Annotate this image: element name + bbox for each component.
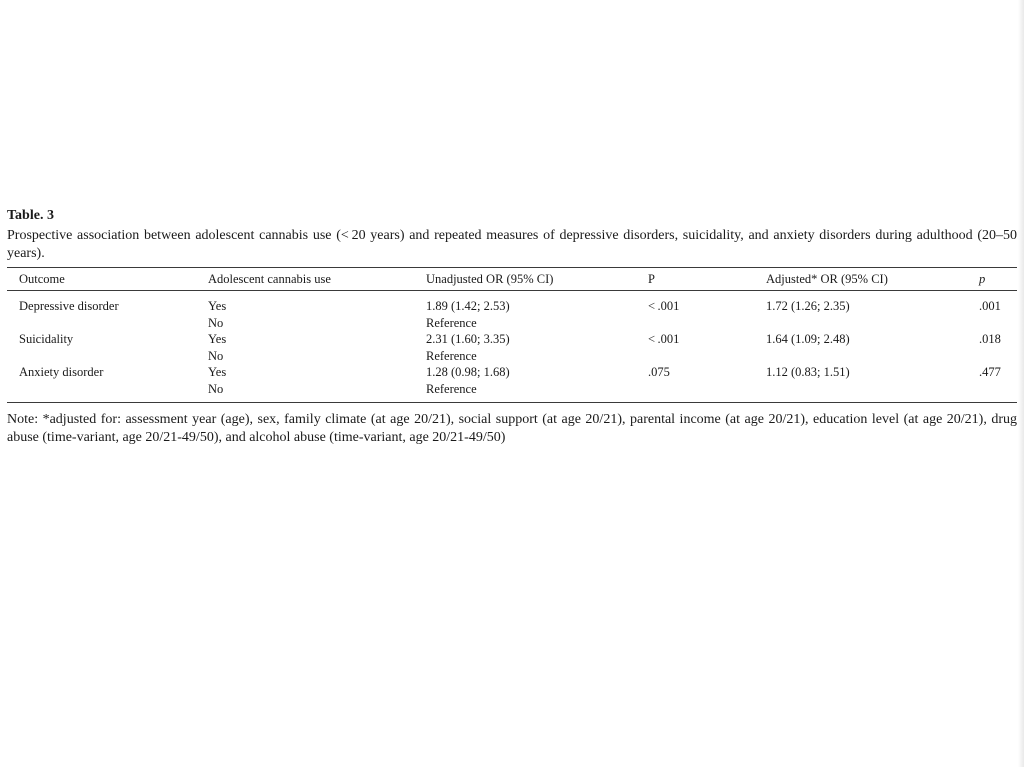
table-figure: [7, 207, 1017, 447]
header-adjusted-or: Adjusted* OR (95% CI): [766, 272, 888, 286]
cell-adjusted-or: 1.64 (1.09; 2.48): [766, 332, 850, 346]
results-table: [7, 268, 1017, 402]
table-footnote: Note: *adjusted for: assessment year (age), sex, family climate (at age 20/21), social support (at age 20/21), parental income (at age 20/21), education level (at age 20/21), drug abuse (time-variant, age 20/21-49/50), and alcohol abuse (time-variant, age 20/21-49/50): [7, 412, 1017, 445]
cell-unadjusted-or: 1.28 (0.98; 1.68): [426, 365, 510, 379]
cell-adjusted-or: 1.72 (1.26; 2.35): [766, 299, 850, 313]
table-header-row: [7, 268, 1017, 290]
table-bottom-rule: [7, 402, 1017, 403]
cell-outcome: Suicidality: [19, 332, 74, 346]
table-label: Table. 3: [7, 208, 54, 223]
table-row: [7, 298, 1017, 315]
cell-outcome: Depressive disorder: [19, 299, 119, 313]
cell-cannabis-use: Yes: [208, 332, 227, 346]
header-unadjusted-or: Unadjusted OR (95% CI): [426, 272, 554, 286]
cell-cannabis-use: Yes: [208, 299, 227, 313]
header-outcome: Outcome: [19, 272, 65, 286]
cell-outcome: Anxiety disorder: [19, 365, 104, 379]
cell-unadjusted-or: Reference: [426, 315, 477, 330]
cell-p-adjusted: .018: [979, 332, 1001, 346]
cell-p-adjusted: .001: [979, 299, 1001, 313]
cell-p-unadjusted: .075: [648, 365, 670, 379]
cell-p-unadjusted: < .001: [648, 299, 680, 313]
table-row: [7, 315, 1017, 332]
slide-edge: [1018, 0, 1024, 767]
header-cannabis-use: Adolescent cannabis use: [208, 272, 331, 286]
header-p-unadjusted: P: [648, 272, 655, 286]
table-caption: Prospective association between adolescent cannabis use (< 20 years) and repeated measures of depressive disorders, suicidality, and anxiety disorders during adulthood (20–50 years).: [7, 228, 1017, 261]
cell-cannabis-use: No: [208, 381, 224, 396]
table-row: [7, 331, 1017, 348]
table-row: [7, 381, 1017, 398]
table-row: [7, 348, 1017, 365]
cell-cannabis-use: No: [208, 315, 224, 330]
cell-p-adjusted: .477: [979, 365, 1001, 379]
cell-adjusted-or: 1.12 (0.83; 1.51): [766, 365, 850, 379]
cell-unadjusted-or: Reference: [426, 381, 477, 396]
table-row: [7, 364, 1017, 381]
cell-cannabis-use: Yes: [208, 365, 227, 379]
cell-unadjusted-or: Reference: [426, 348, 477, 363]
cell-unadjusted-or: 1.89 (1.42; 2.53): [426, 299, 510, 313]
header-p-adjusted: p: [979, 272, 986, 286]
cell-p-unadjusted: < .001: [648, 332, 680, 346]
cell-unadjusted-or: 2.31 (1.60; 3.35): [426, 332, 510, 346]
cell-cannabis-use: No: [208, 348, 224, 363]
